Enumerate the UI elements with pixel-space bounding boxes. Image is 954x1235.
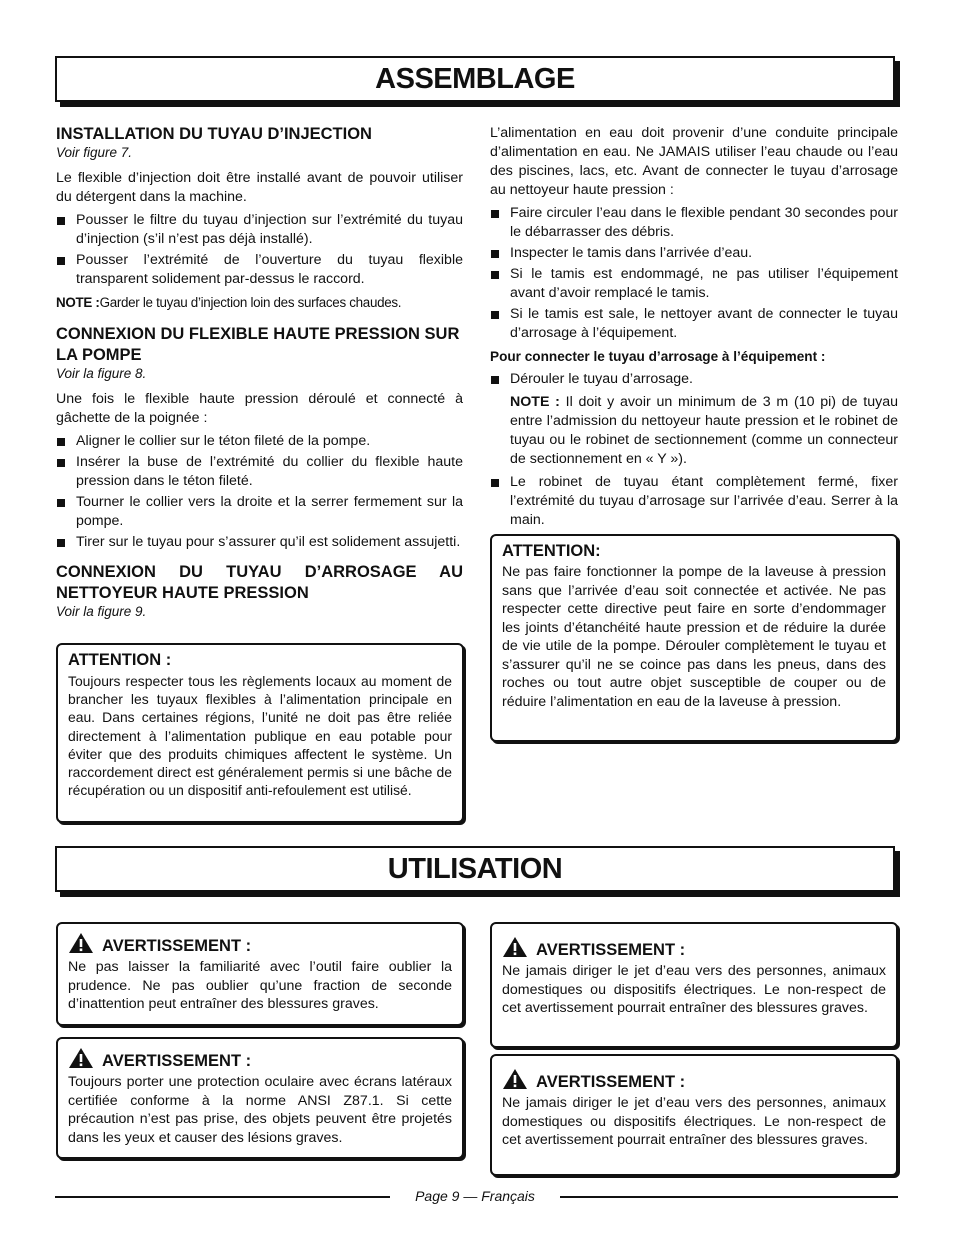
- attention-box-right: [490, 534, 898, 742]
- list-item: Faire circuler l’eau dans le flexible pendant 30 secondes pour le débarrasser des débris.: [490, 204, 898, 242]
- assemblage-title: ASSEMBLAGE: [375, 62, 575, 95]
- warning-triangle-icon: [68, 1047, 94, 1069]
- list-item: Pousser l’extrémité de l’ouverture du tuyau flexible transparent solidement par-dessus le raccord.: [56, 251, 463, 289]
- note: [490, 393, 898, 469]
- utilisation-banner: [55, 846, 895, 892]
- figure-ref: Voir la figure 9.: [56, 604, 147, 619]
- attention-body: Ne pas faire fonctionner la pompe de la laveuse à pression sans que l’arrivée d’eau soit connectée et activée. Ne pas respecter cette directive peut faire en sorte d’endommager les joints d’étanchéité haute pression et de réduire la durée de vie utile de la pompe. Dérouler complètement le tuyau et s’assurer qu’il ne se coince pas dans les pneus, dans des roches ou tout autre objet susceptible de couper ou de réduire l’alimentation en eau de la laveuse à pression.: [502, 564, 886, 710]
- attention-title: ATTENTION:: [502, 542, 601, 560]
- attention-body: Toujours respecter tous les règlements locaux au moment de brancher les tuyaux flexibles à l’alimentation principale en eau. Dans certaines régions, l’unité ne doit pas être reliée directement à l’alimentation publique en eau potable pour éviter que des produits chimiques affectent le système. Un raccordement direct est généralement permis si une bâche de récupération ou un dispositif anti-refoulement est utilisé.: [68, 673, 452, 799]
- warning-box-4: [490, 1054, 898, 1176]
- list-item: Le robinet de tuyau étant complètement fermé, fixer l’extrémité du tuyau d’arrosage sur l’arrivée d’eau. Serrer à la main.: [490, 473, 898, 530]
- warning-body: Ne jamais diriger le jet d’eau vers des personnes, animaux domestiques ou dispositifs électriques. Le non-respect de cet avertissement pourrait entraîner des blessures graves.: [502, 963, 886, 1016]
- list-item: Dérouler le tuyau d’arrosage.: [490, 370, 898, 389]
- left-column: [56, 124, 463, 628]
- attention-box-left: [56, 643, 464, 823]
- note: [56, 293, 463, 312]
- bullet-list: [490, 473, 898, 530]
- list-item: Pousser le filtre du tuyau d’injection sur l’extrémité du tuyau d’injection (s’il n’est pas déjà installé).: [56, 211, 463, 249]
- attention-title: ATTENTION :: [68, 651, 172, 669]
- warning-title: AVERTISSEMENT :: [102, 937, 252, 955]
- paragraph: L’alimentation en eau doit provenir d’une conduite principale d’alimentation en eau. Ne JAMAIS utiliser l’eau chaude ou l’eau des piscines, lacs, etc. Avant de connecter le tuyau d’arrosage au nettoyeur haute pression :: [490, 125, 898, 198]
- page-footer: Page 9 — Français: [415, 1188, 535, 1204]
- list-item: Tourner le collier vers la droite et la serrer fermement sur la pompe.: [56, 493, 463, 531]
- warning-title-row: [502, 1068, 886, 1093]
- subheading: Pour connecter le tuyau d’arrosage à l’équipement :: [490, 349, 826, 364]
- note-label: NOTE :: [56, 295, 100, 310]
- warning-body: Ne jamais diriger le jet d’eau vers des personnes, animaux domestiques ou dispositifs électriques. Le non-respect de cet avertissement pourrait entraîner des blessures graves.: [502, 1095, 886, 1148]
- bullet-list: [490, 204, 898, 343]
- warning-box-1: [56, 922, 464, 1026]
- figure-ref: Voir la figure 8.: [56, 366, 147, 381]
- list-item: Si le tamis est sale, le nettoyer avant de connecter le tuyau d’arrosage à l’équipement.: [490, 305, 898, 343]
- paragraph: Le flexible d’injection doit être installé avant de pouvoir utiliser du détergent dans la machine.: [56, 170, 463, 205]
- bullet-list: [56, 211, 463, 289]
- paragraph: Une fois le flexible haute pression déroulé et connecté à gâchette de la poignée :: [56, 391, 463, 426]
- warning-body: Ne pas laisser la familiarité avec l’outil faire oublier la prudence. Ne pas oublier qu’une fraction de seconde d’inattention peut entraîner des blessures graves.: [68, 959, 452, 1012]
- warning-title-row: [68, 932, 452, 957]
- warning-title: AVERTISSEMENT :: [536, 941, 686, 959]
- warning-triangle-icon: [502, 1068, 528, 1090]
- warning-triangle-icon: [68, 932, 94, 954]
- utilisation-title: UTILISATION: [387, 852, 563, 885]
- section-title-garden-hose: CONNEXION DU TUYAU D’ARROSAGE AU NETTOYEUR HAUTE PRESSION: [56, 563, 463, 602]
- note-label: NOTE :: [510, 394, 560, 410]
- section-title-high-pressure: CONNEXION DU FLEXIBLE HAUTE PRESSION SUR LA POMPE: [56, 325, 460, 364]
- list-item: Aligner le collier sur le téton fileté de la pompe.: [56, 432, 463, 451]
- bullet-list: [490, 370, 898, 389]
- warning-box-2: [56, 1037, 464, 1159]
- warning-body: Toujours porter une protection oculaire avec écrans latéraux certifiée conforme à la norme ANSI Z87.1. Si cette précaution n’est pas prise, des objets peuvent être projetés dans les yeux et causer des lésions graves.: [68, 1074, 452, 1146]
- figure-ref: Voir figure 7.: [56, 145, 133, 160]
- section-title-injection: INSTALLATION DU TUYAU D’INJECTION: [56, 125, 372, 143]
- list-item: Inspecter le tamis dans l’arrivée d’eau.: [490, 244, 898, 263]
- assemblage-banner: [55, 56, 895, 102]
- note-text: Il doit y avoir un minimum de 3 m (10 pi) de tuyau entre l’admission du nettoyeur haute pression et le robinet de tuyau ou le robinet de sectionnement (comme un connecteur de sectionnement en « Y »).: [510, 394, 898, 467]
- list-item: Tirer sur le tuyau pour s’assurer qu’il est solidement assujetti.: [56, 533, 463, 552]
- warning-triangle-icon: [502, 936, 528, 958]
- footer-rule-right: [560, 1196, 898, 1198]
- warning-title-row: [68, 1047, 452, 1072]
- note-text: Garder le tuyau d’injection loin des surfaces chaudes.: [99, 295, 402, 310]
- bullet-list: [56, 432, 463, 552]
- warning-title: AVERTISSEMENT :: [102, 1052, 252, 1070]
- warning-title-row: [502, 936, 886, 961]
- warning-box-3: [490, 922, 898, 1048]
- footer-rule-left: [55, 1196, 390, 1198]
- list-item: Si le tamis est endommagé, ne pas utiliser l’équipement avant d’avoir remplacé le tamis.: [490, 265, 898, 303]
- list-item: Insérer la buse de l’extrémité du collier du flexible haute pression dans le téton fileté.: [56, 453, 463, 491]
- warning-title: AVERTISSEMENT :: [536, 1073, 686, 1091]
- right-column: [490, 124, 898, 534]
